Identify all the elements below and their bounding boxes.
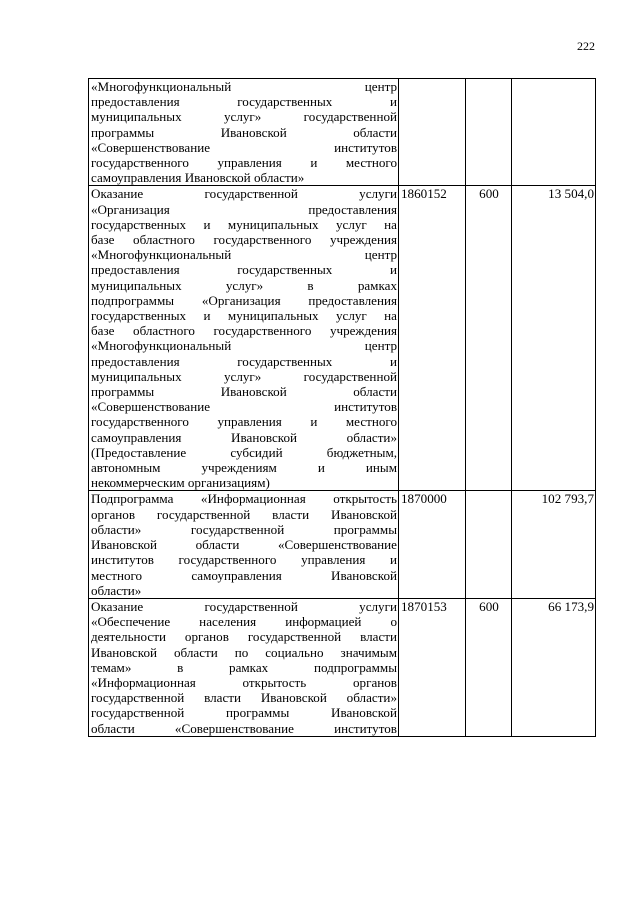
target-article-code-cell [399,79,466,186]
item-name-line: области» государственной программы [91,521,397,537]
page-number: 222 [577,39,595,53]
budget-table-body [89,79,596,737]
item-name-line: Оказание государственной услуги [91,186,397,202]
item-name-line: органов государственной власти Ивановской [91,506,397,522]
item-name-cell [89,491,399,598]
item-name-cell [89,186,399,491]
target-article-code-cell: 1870000 [399,491,466,598]
item-name-line: базе областного государственного учреждения [91,232,397,248]
target-article-code-cell: 1870153 [399,598,466,736]
expense-type-cell: 600 [466,186,512,491]
item-name-line: автономным учреждениям и иным [91,460,397,476]
item-name-line: муниципальных услуг» государственной [91,109,397,125]
item-name-cell [89,598,399,736]
item-name-line: государственного управления и местного [91,155,397,171]
item-name-line: предоставления государственных и [91,353,397,369]
item-name-line: программы Ивановской области [91,124,397,140]
item-name-line: государственного управления и местного [91,414,397,430]
expense-type-cell [466,491,512,598]
expense-type-cell: 600 [466,598,512,736]
item-name-line: предоставления государственных и [91,262,397,278]
item-name-line: «Обеспечение населения информацией о [91,614,397,630]
item-name-line: подпрограммы «Организация предоставления [91,292,397,308]
item-name-line: базе областного государственного учреждения [91,323,397,339]
item-name-line: программы Ивановской области [91,384,397,400]
item-name-line: «Совершенствование институтов [91,399,397,415]
budget-table [88,78,596,737]
item-name-line: самоуправления Ивановской области» [91,429,397,445]
item-name-line: Подпрограмма «Информационная открытость [91,491,397,507]
item-name-line: муниципальных услуг» государственной [91,368,397,384]
item-name-line: государственных и муниципальных услуг на [91,308,397,324]
item-name-line: некоммерческим организациям) [91,475,270,491]
table-row [89,79,596,186]
table-row [89,598,596,736]
item-name-line: муниципальных услуг» в рамках [91,277,397,293]
item-name-line: государственной программы Ивановской [91,705,397,721]
item-name-line: Ивановской области по социально значимым [91,644,397,660]
item-name-line: «Совершенствование институтов [91,139,397,155]
item-name-line: местного самоуправления Ивановской [91,567,397,583]
item-name-line: «Многофункциональный центр [91,79,397,94]
item-name-line: самоуправления Ивановской области» [91,170,305,186]
item-name-line: области «Совершенствование институтов [91,720,397,736]
item-name-line: темам» в рамках подпрограммы [91,659,397,675]
item-name-line: Ивановской области «Совершенствование [91,537,397,553]
item-name-cell [89,79,399,186]
item-name-line: «Многофункциональный центр [91,247,397,263]
item-name-line: государственных и муниципальных услуг на [91,216,397,232]
item-name-line: области» [91,582,142,598]
item-name-line: деятельности органов государственной власти [91,629,397,645]
amount-cell: 13 504,0 [512,186,596,491]
item-name-line: (Предоставление субсидий бюджетным, [91,444,397,460]
item-name-line: институтов государственного управления и [91,552,397,568]
item-name-line: предоставления государственных и [91,94,397,110]
table-row [89,491,596,598]
expense-type-cell [466,79,512,186]
amount-cell: 102 793,7 [512,491,596,598]
target-article-code-cell: 1860152 [399,186,466,491]
item-name-line: «Многофункциональный центр [91,338,397,354]
item-name-line: государственной власти Ивановской области» [91,690,397,706]
item-name-line: «Организация предоставления [91,201,397,217]
item-name-line: Оказание государственной услуги [91,598,397,614]
amount-cell [512,79,596,186]
item-name-line: «Информационная открытость органов [91,674,397,690]
amount-cell: 66 173,9 [512,598,596,736]
table-row [89,186,596,491]
